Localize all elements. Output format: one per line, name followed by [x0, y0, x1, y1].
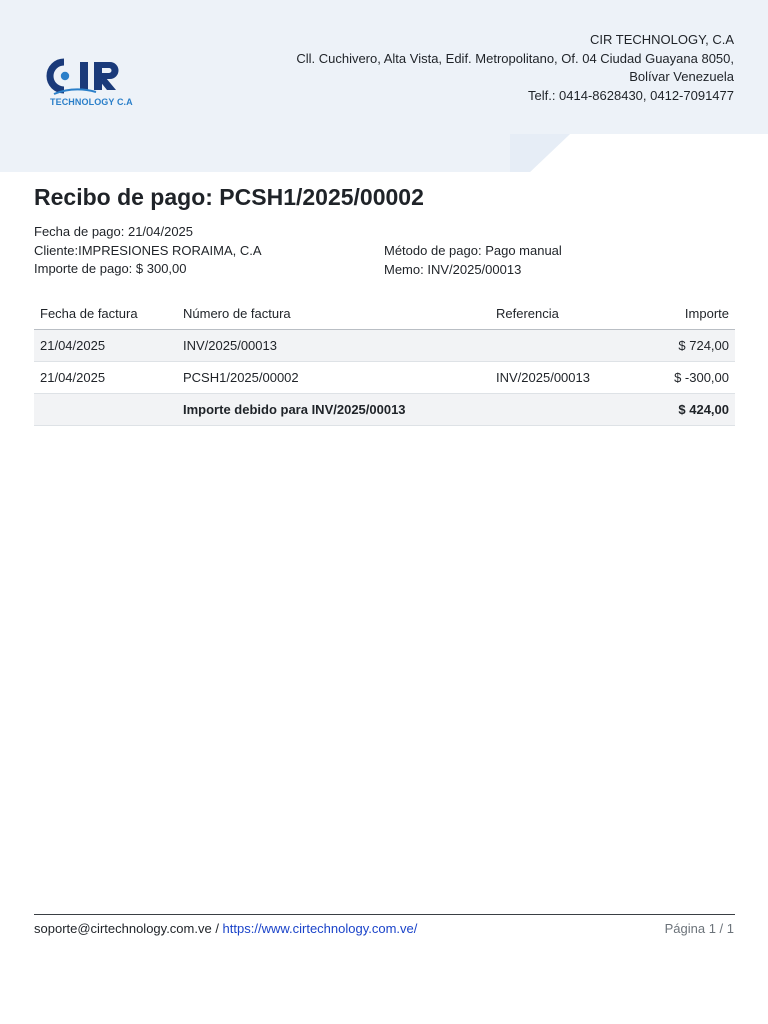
column-header-invoice-number: Número de factura — [183, 306, 291, 321]
cell-amount: $ -300,00 — [674, 370, 729, 385]
cell-invoice-date: 21/04/2025 — [40, 338, 106, 353]
company-name: CIR TECHNOLOGY, C.A — [590, 32, 734, 47]
page-title: Recibo de pago: PCSH1/2025/00002 — [34, 184, 424, 210]
company-address-line2: Bolívar Venezuela — [629, 69, 734, 85]
company-address-line1: Cll. Cuchivero, Alta Vista, Edif. Metropolitano, Of. 04 Ciudad Guayana 8050, — [296, 50, 734, 66]
receipt-info-left — [34, 223, 262, 279]
column-header-amount: Importe — [684, 306, 729, 321]
invoice-table — [34, 298, 735, 426]
footer-website-link[interactable]: https://www.cirtechnology.com.ve/ — [222, 921, 418, 936]
footer-email: soporte@cirtechnology.com.ve — [34, 921, 212, 936]
footer-separator: / — [211, 921, 223, 936]
company-info — [296, 31, 734, 105]
receipt-info-right — [384, 242, 562, 279]
cell-amount: $ 724,00 — [678, 338, 729, 353]
cell-invoice-number: PCSH1/2025/00002 — [183, 370, 299, 385]
memo: Memo: INV/2025/00013 — [384, 261, 522, 277]
column-header-invoice-date: Fecha de factura — [40, 306, 138, 321]
table-total-row — [34, 394, 735, 426]
total-label: Importe debido para INV/2025/00013 — [183, 402, 406, 417]
payment-date: Fecha de pago: 21/04/2025 — [34, 224, 194, 239]
footer-divider — [34, 914, 735, 915]
table-row — [34, 362, 735, 394]
logo-subtitle: TECHNOLOGY C.A — [50, 97, 133, 107]
page-number: Página 1 / 1 — [664, 921, 734, 936]
payment-method: Método de pago: Pago manual — [384, 243, 562, 258]
company-phone: Telf.: 0414-8628430, 0412-7091477 — [527, 87, 734, 103]
table-header-row — [34, 298, 735, 330]
footer-contact — [34, 921, 417, 936]
cell-invoice-number: INV/2025/00013 — [183, 338, 277, 353]
client-name: Cliente:IMPRESIONES RORAIMA, C.A — [34, 242, 262, 258]
payment-amount: Importe de pago: $ 300,00 — [34, 261, 187, 276]
table-row — [34, 330, 735, 362]
cell-reference: INV/2025/00013 — [496, 370, 590, 385]
cell-invoice-date: 21/04/2025 — [40, 370, 106, 385]
total-value: $ 424,00 — [678, 402, 729, 417]
column-header-reference: Referencia — [496, 306, 559, 321]
